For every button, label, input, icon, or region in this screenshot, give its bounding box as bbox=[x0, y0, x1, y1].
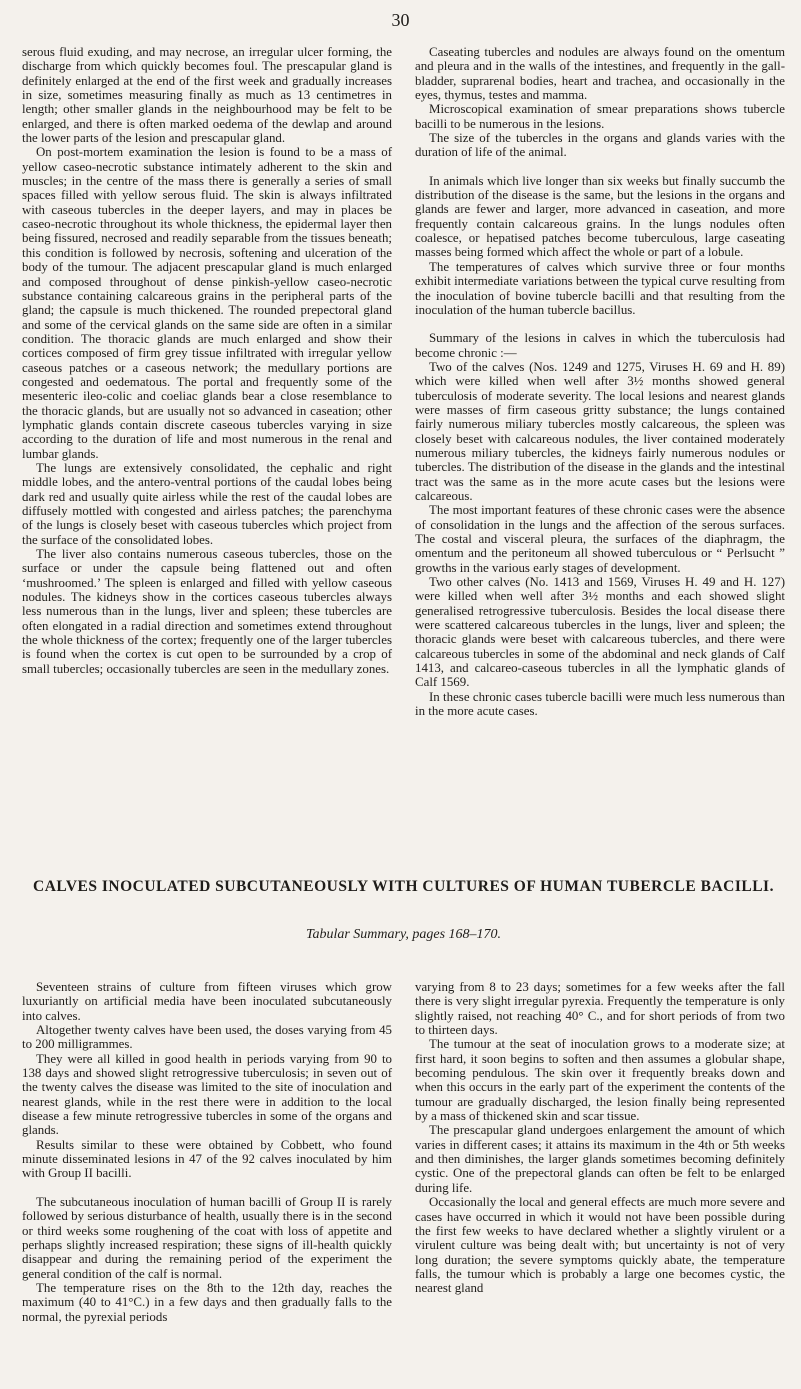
paragraph: Altogether twenty calves have been used, the doses varying from 45 to 200 milligrammes. bbox=[22, 1023, 392, 1052]
paragraph: In animals which live longer than six weeks but finally succumb the distribution of the disease is the same, but the lesions in the organs and glands are fewer and larger, more advanced in caseation, and more frequently contain calcareous grains. In the lungs nodules often coalesce, or hepatised patches become tuberculous, large caseating masses being formed which affect the whole or part of a lobule. bbox=[415, 173, 785, 260]
page-number: 30 bbox=[391, 10, 410, 30]
paragraph: The liver also contains numerous caseous tubercles, those on the surface or under the capsule being flattened out and often ‘mushroomed.’ The spleen is enlarged and filled with yellow caseous nodules. The kidneys show in the cortices caseous tubercles always less numerous than in the lungs, liver and spleen; these tubercles are often elongated in a radial direction and sometimes extend throughout the whole thickness of the cortex; frequently one of the larger tubercles is found when the cortex is cut open to be surrounded by a crop of small tubercles; occasionally tubercles are seen in the medullary zones. bbox=[22, 547, 392, 676]
paragraph: Summary of the lesions in calves in which the tuberculosis had become chronic :— bbox=[415, 331, 785, 360]
paragraph: The temperature rises on the 8th to the 12th day, reaches the maximum (40 to 41°C.) in a few days and then gradually falls to the normal, the pyrexial periods bbox=[22, 1280, 392, 1324]
paragraph: Two of the calves (Nos. 1249 and 1275, Viruses H. 69 and H. 89) which were killed when well after 3½ months showed general tuberculosis of moderate severity. The local lesions and nearest glands were masses of firm caseous gritty substance; the lungs contained fairly numerous miliary tubercles mostly calcareous, the spleen was closely beset with calcareous nodules, the liver contained moderately numerous miliary tubercles, the kidneys fairly numerous nodules or tubercles. The distribution of the disease in the glands and the intestinal tract was the same as in the more acute cases but the lesions were calcareous. bbox=[415, 359, 785, 503]
paragraph: The temperatures of calves which survive three or four months exhibit intermediate variations between the typical curve resulting from the inoculation of bovine tubercle bacilli and that resulting from the inoculation of the human tubercle bacillus. bbox=[415, 259, 785, 317]
bottom-right-column bbox=[415, 980, 785, 1380]
paragraph: serous fluid exuding, and may necrose, an irregular ulcer forming, the discharge from which quickly becomes foul. The prescapular gland is definitely enlarged at the end of the first week and gradually increases in size, sometimes measuring finally as much as 13 centimetres in length; other smaller glands in the neighbourhood may be felt to be enlarged, and there is often marked oedema of the dewlap and around the lower parts of the lesion and prescapular gland. bbox=[22, 45, 392, 146]
paragraph: On post-mortem examination the lesion is found to be a mass of yellow caseo-necrotic substance intimately adherent to the skin and muscles; in the centre of the mass there is generally a series of small spaces filled with yellow serous fluid. The skin is always infiltrated with caseous tubercles in the deeper layers, and may in places be caseo-necrotic throughout its whole thickness, the epidermal layer then being fissured, necrosed and readily separable from the tissues beneath; this condition is followed by necrosis, softening and ulceration of the body of the tumour. The adjacent prescapular gland is much enlarged and composed throughout of dense pinkish-yellow caseo-necrotic substance containing calcareous grains in the peripheral parts of the gland; the capsule is much thickened. The rounded prepectoral gland and some of the cervical glands on the same side are often in a similar condition. The thoracic glands are much enlarged and show their cortices composed of firm grey tissue infiltrated with irregular yellow caseous patches or a caseous network; the medullary portions are congested and oedematous. The portal and frequently some of the mesenteric ileo-colic and coeliac glands bear a close resemblance to the thoracic glands, but are usually not so advanced in caseation; other lymphatic glands contain discrete caseous tubercles varying in size according to the duration of life and most numerous in the renal and lumbar glands. bbox=[22, 145, 392, 461]
paragraph: The tumour at the seat of inoculation grows to a moderate size; at first hard, it soon begins to soften and then assumes a globular shape, becoming pendulous. The skin over it frequently breaks down and when this occurs in the early part of the experiment the contents of the tumour are gradually discharged, the lesion finally being represented by a mass of thickened skin and scar tissue. bbox=[415, 1037, 785, 1124]
paragraph: Two other calves (No. 1413 and 1569, Viruses H. 49 and H. 127) were killed when well after 3½ months and each showed slight generalised retrogressive tuberculosis. Besides the local disease there were scattered calcareous tubercles in the lungs, liver and spleen; the thoracic glands were beset with calcareous tubercles, and there were calcareous tubercles in some of the abdominal and neck glands of Calf 1413, and calcareo-caseous tubercles in all the lymphatic glands of Calf 1569. bbox=[415, 575, 785, 690]
paragraph: Microscopical examination of smear preparations shows tubercle bacilli to be numerous in the lesions. bbox=[415, 102, 785, 131]
bottom-columns bbox=[22, 980, 785, 1380]
paragraph: Results similar to these were obtained by Cobbett, who found minute disseminated lesions in 47 of the 92 calves inoculated by him with Group II bacilli. bbox=[22, 1137, 392, 1181]
paragraph: varying from 8 to 23 days; sometimes for a few weeks after the fall there is very slight irregular pyrexia. Frequently the temperature is only slightly raised, not reaching 40° C., and for short periods of from two to thirteen days. bbox=[415, 980, 785, 1038]
paragraph: Seventeen strains of culture from fifteen viruses which grow luxuriantly on artificial media have been inoculated subcutaneously into calves. bbox=[22, 980, 392, 1023]
top-left-column bbox=[22, 45, 392, 875]
section-heading: CALVES INOCULATED SUBCUTANEOUSLY WITH CULTURES OF HUMAN TUBERCLE BACILLI. bbox=[33, 878, 774, 895]
paragraph: The prescapular gland undergoes enlargement the amount of which varies in different cases; it attains its maximum in the 4th or 5th weeks and then diminishes, the larger glands sometimes becoming definitely cystic. One of the prepectoral glands can often be felt to be enlarged during life. bbox=[415, 1123, 785, 1195]
paragraph: Occasionally the local and general effects are much more severe and cases have occurred in which it would not have been possible during the first few weeks to have declared whether a slightly virulent or a virulent culture was being dealt with; but uncertainty is not of very long duration; the severe symptoms quickly abate, the temperature falls, the tumour which is probably a large one becomes cystic, the nearest gland bbox=[415, 1195, 785, 1296]
top-columns bbox=[22, 45, 785, 875]
paragraph: They were all killed in good health in periods varying from 90 to 138 days and showed slight retrogressive tuberculosis; in seven out of the twenty calves the disease was limited to the site of inoculation and nearest glands, while in the rest there were in addition to the local disease a few minute retrogressive tubercles in some of the organs and glands. bbox=[22, 1051, 392, 1138]
paragraph: The lungs are extensively consolidated, the cephalic and right middle lobes, and the antero-ventral portions of the caudal lobes being dark red and usually quite airless while the rest of the caudal lobes are diffusely mottled with congested and airless patches; the parenchyma of the lungs is closely beset with caseous tubercles which project from the surface of the consolidated lobes. bbox=[22, 460, 392, 547]
top-right-column bbox=[415, 45, 785, 875]
bottom-left-column bbox=[22, 980, 392, 1380]
paragraph: The most important features of these chronic cases were the absence of consolidation in the lungs and the affection of the serous surfaces. The costal and visceral pleura, the surfaces of the diaphragm, the omentum and the peritoneum all showed tuberculous or “ Perlsucht ” growths in the various early stages of development. bbox=[415, 503, 785, 575]
section-subheading: Tabular Summary, pages 168–170. bbox=[305, 927, 502, 942]
paragraph: The size of the tubercles in the organs and glands varies with the duration of life of the animal. bbox=[415, 131, 785, 160]
paragraph: In these chronic cases tubercle bacilli were much less numerous than in the more acute cases. bbox=[415, 689, 785, 719]
paragraph: Caseating tubercles and nodules are always found on the omentum and pleura and in the walls of the intestines, and frequently in the gall-bladder, suprarenal bodies, heart and trachea, and occasionally in the eyes, thymus, testes and mamma. bbox=[415, 45, 785, 103]
paragraph: The subcutaneous inoculation of human bacilli of Group II is rarely followed by serious disturbance of health, usually there is in the second or third weeks some roughening of the coat with loss of appetite and perhaps slightly increased respiration; these signs of ill-health quickly disappear and during the remaining period of the experiment the general condition of the calf is normal. bbox=[22, 1194, 392, 1281]
